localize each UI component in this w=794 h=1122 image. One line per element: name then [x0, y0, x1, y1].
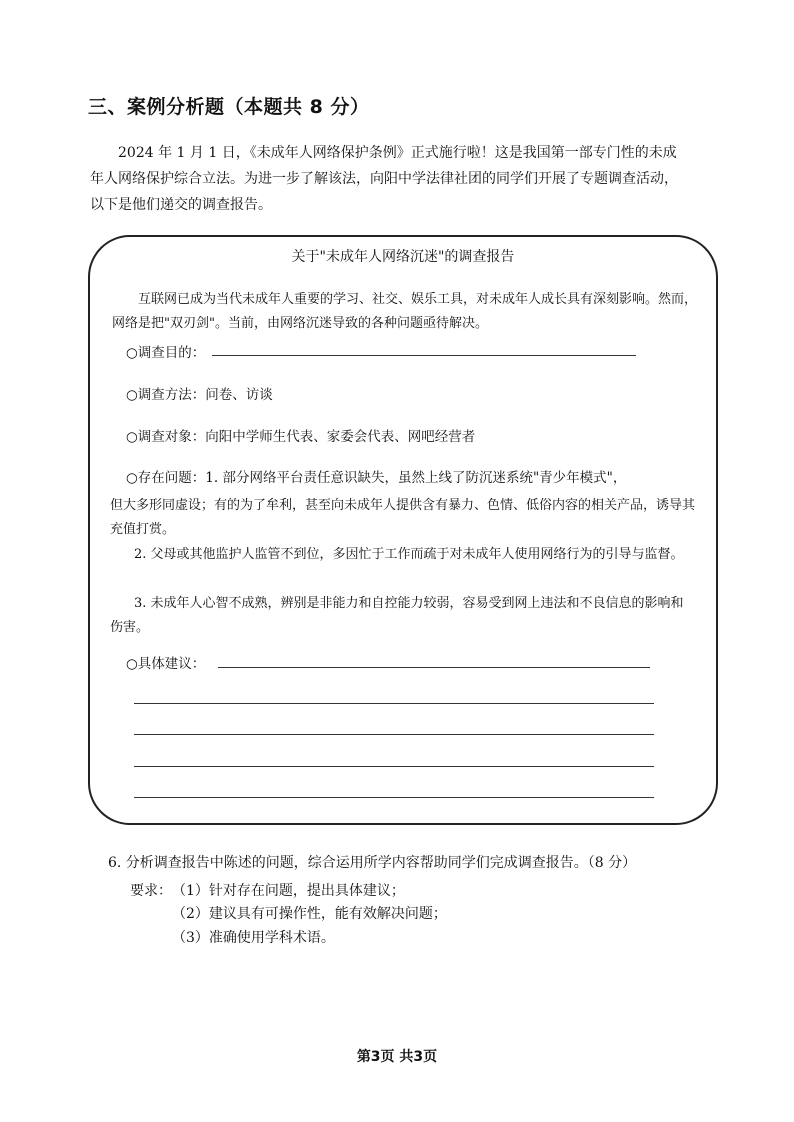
suggestion-label: ○具体建议：: [126, 656, 206, 672]
suggestion-answer-line-1[interactable]: [218, 667, 650, 668]
purpose-label: ○调查目的：: [126, 345, 206, 361]
section-title: 三、案例分析题（本题共 8 分）: [88, 96, 370, 118]
problem-2: 2. 父母或其他监护人监管不到位，多因忙于工作而疏于对未成年人使用网络行为的引导与监督。: [134, 547, 684, 562]
suggestion-answer-line-2[interactable]: [134, 703, 654, 704]
suggestion-answer-line-4[interactable]: [134, 766, 654, 767]
requirements-label: 要求：: [130, 883, 172, 899]
suggestion-answer-line-3[interactable]: [134, 734, 654, 735]
question-6: 6. 分析调查报告中陈述的问题，综合运用所学内容帮助同学们完成调查报告。（8 分）: [108, 855, 637, 871]
report-preface: 互联网已成为当代未成年人重要的学习、社交、娱乐工具，对未成年人成长具有深刻影响。然而，网络是把"双刃剑"。当前，由网络沉迷导致的各种问题亟待解决。: [112, 292, 698, 331]
intro-paragraph: 2024 年 1 月 1 日，《未成年人网络保护条例》正式施行啦！这是我国第一部专门性的未成年人网络保护综合立法。为进一步了解该法，向阳中学法律社团的同学们开展了专题调查活动，以下是他们递交的调查报告。: [90, 145, 678, 213]
purpose-answer-line[interactable]: [212, 355, 636, 356]
report-title: 关于"未成年人网络沉迷"的调查报告: [291, 249, 515, 265]
requirement-2: （2）建议具有可操作性，能有效解决问题；: [172, 906, 447, 922]
requirement-1: （1）针对存在问题，提出具体建议；: [172, 883, 405, 899]
problem-3: 3. 未成年人心智不成熟，辨别是非能力和自控能力较弱，容易受到网上违法和不良信息的影响和伤害。: [110, 596, 684, 635]
requirement-3: （3）准确使用学科术语。: [172, 930, 335, 946]
problem-1-rest: 但大多形同虚设；有的为了牟利，甚至向未成年人提供含有暴力、色情、低俗内容的相关产品，诱导其充值打赏。: [110, 498, 696, 537]
page-footer: 第3页 共3页: [356, 1049, 438, 1065]
method-item: ○调查方法：问卷、访谈: [126, 387, 273, 403]
suggestion-answer-line-5[interactable]: [134, 797, 654, 798]
problem-1-head: ○存在问题：1. 部分网络平台责任意识缺失，虽然上线了防沉迷系统"青少年模式"，: [126, 470, 627, 486]
target-item: ○调查对象：向阳中学师生代表、家委会代表、网吧经营者: [126, 429, 476, 445]
